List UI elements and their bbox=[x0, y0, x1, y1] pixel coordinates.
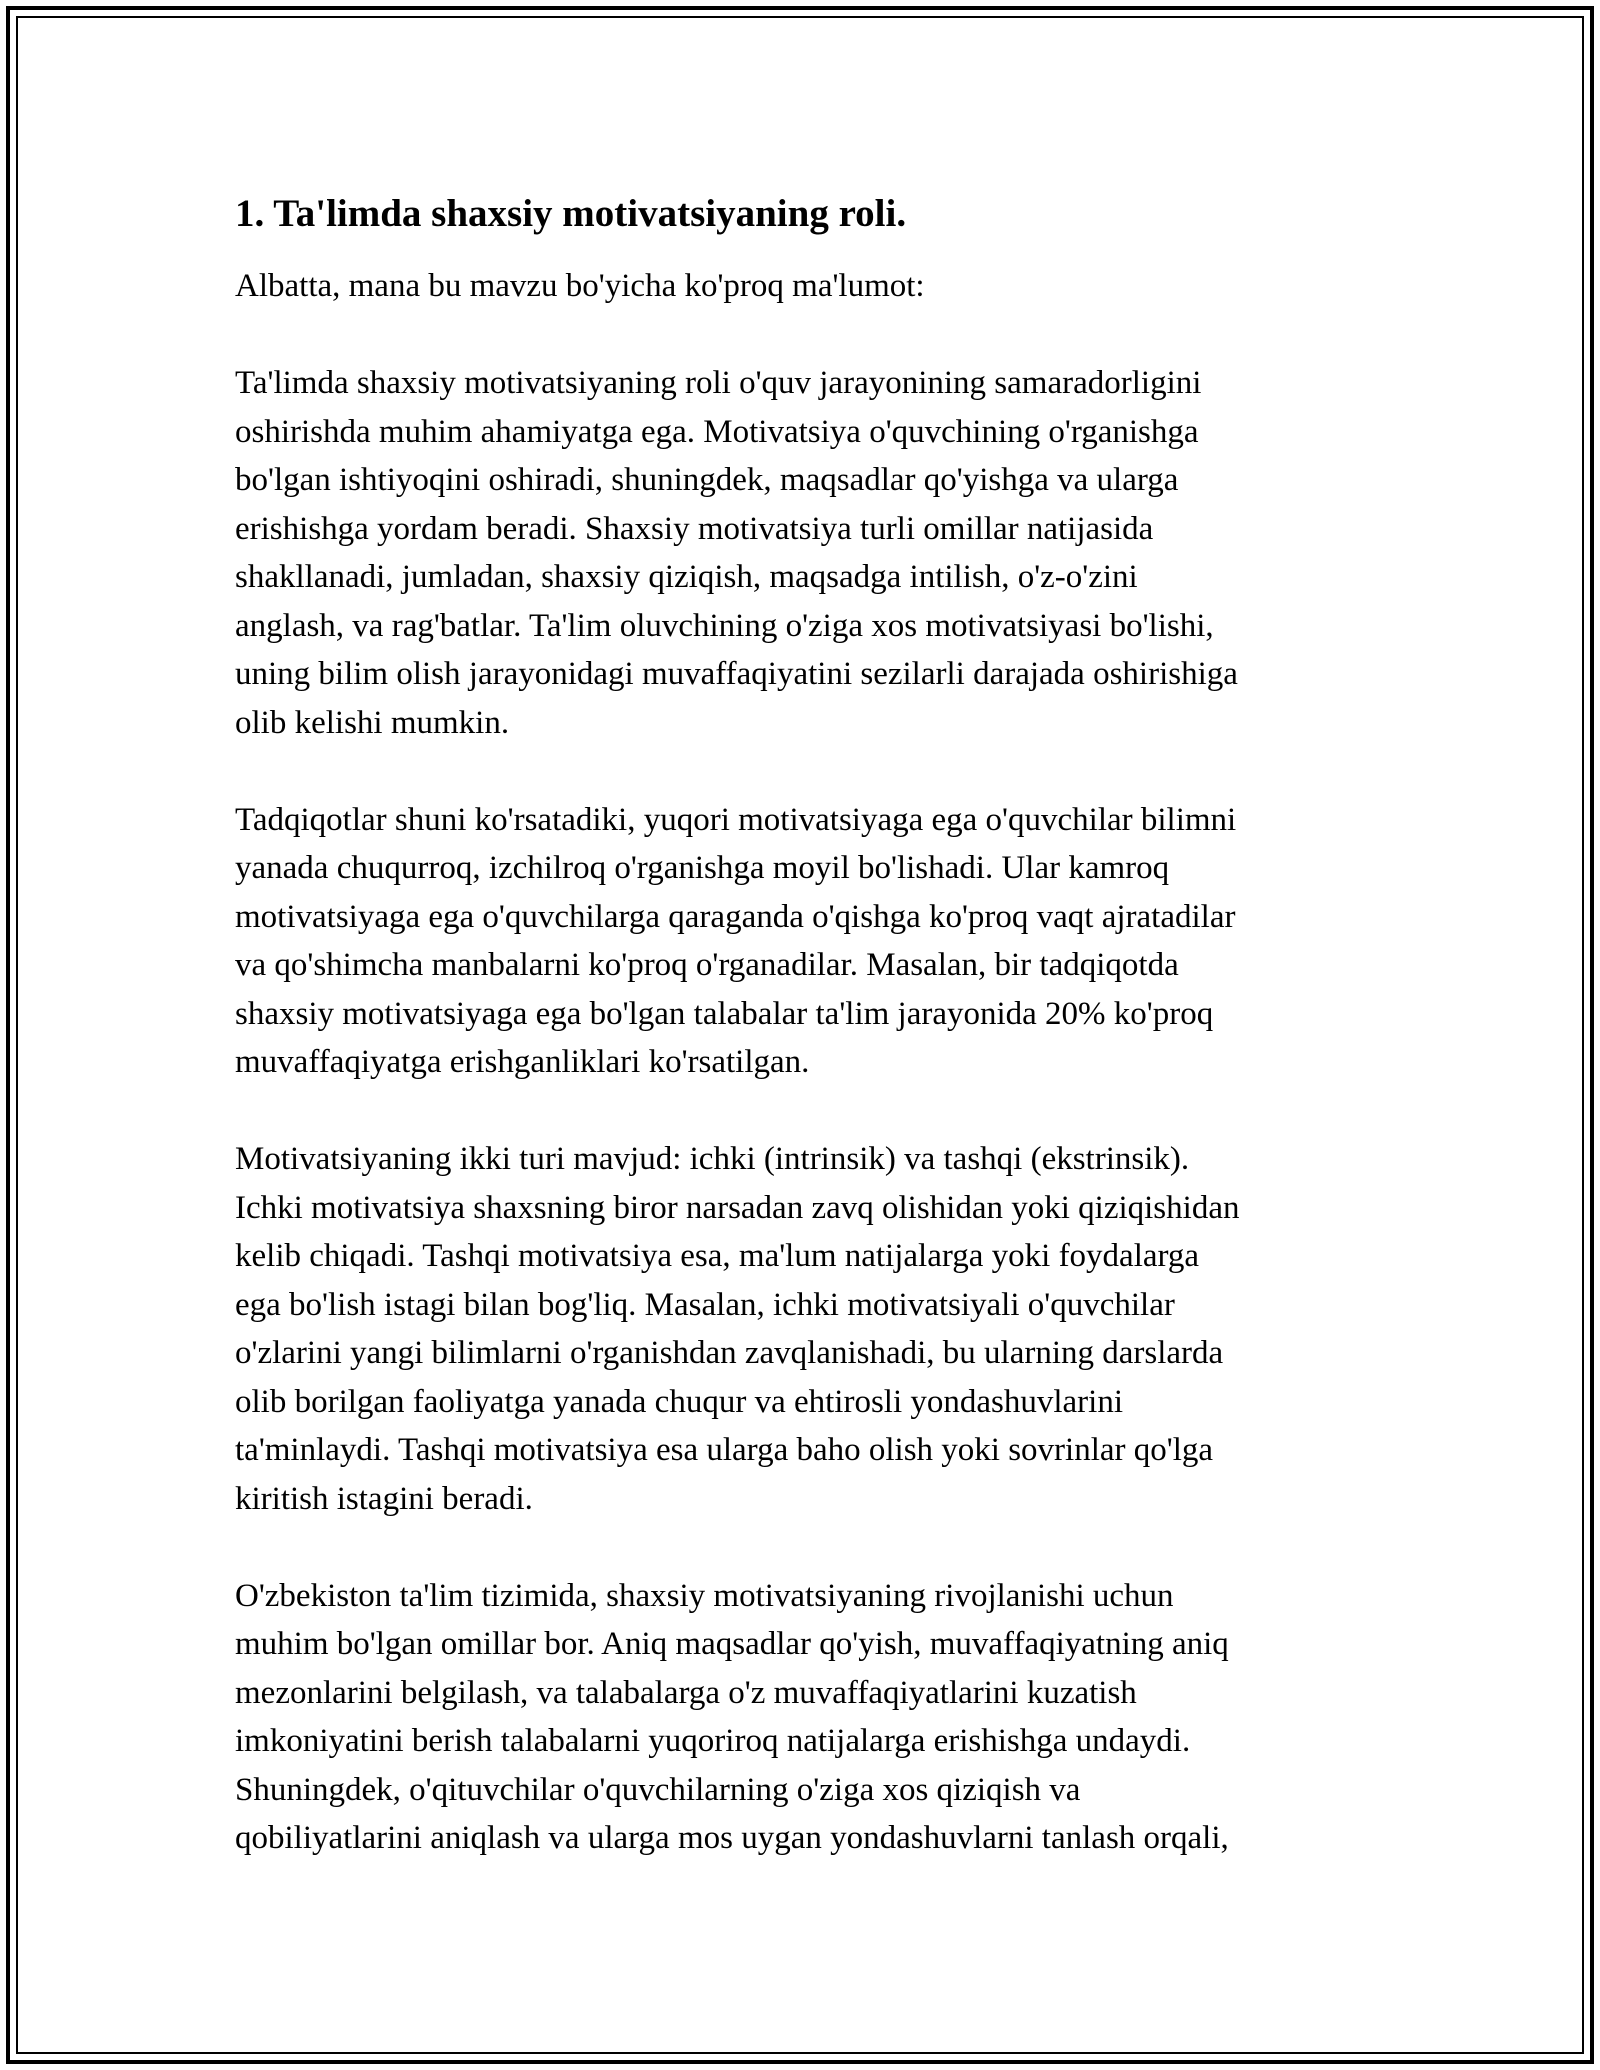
text-line: Ichki motivatsiya shaxsning biror narsadan zavq olishidan yoki qiziqishidan bbox=[235, 1189, 1240, 1226]
text-line: uning bilim olish jarayonidagi muvaffaqiyatini sezilarli darajada oshirishiga bbox=[235, 656, 1238, 692]
text-line: oshirishda muhim ahamiyatga ega. Motivatsiya o'quvchining o'rganishga bbox=[235, 413, 1199, 450]
paragraph-role bbox=[235, 359, 1395, 747]
text-line: anglash, va rag'batlar. Ta'lim oluvchining o'ziga xos motivatsiyasi bo'lishi, bbox=[235, 607, 1214, 644]
text-line: olib borilgan faoliyatga yanada chuqur va ehtirosli yondashuvlarini bbox=[235, 1383, 1124, 1420]
text-line: shakllanadi, jumladan, shaxsiy qiziqish, maqsadga intilish, o'z-o'zini bbox=[235, 559, 1138, 595]
text-line: Shuningdek, o'qituvchilar o'quvchilarning o'ziga xos qiziqish va bbox=[235, 1771, 1081, 1808]
text-line: olib kelishi mumkin. bbox=[235, 704, 510, 741]
paragraph-motivation-types bbox=[235, 1135, 1395, 1523]
text-line: ta'minlaydi. Tashqi motivatsiya esa ularga baho olish yoki sovrinlar qo'lga bbox=[235, 1432, 1214, 1468]
text-line: bo'lgan ishtiyoqini oshiradi, shuningdek, maqsadlar qo'yishga va ularga bbox=[235, 462, 1179, 498]
text-line: yanada chuqurroq, izchilroq o'rganishga moyil bo'lishadi. Ular kamroq bbox=[235, 850, 1170, 886]
text-line: muvaffaqiyatga erishganliklari ko'rsatilgan. bbox=[235, 1044, 810, 1080]
paragraph-research bbox=[235, 796, 1395, 1087]
text-line: Ta'limda shaxsiy motivatsiyaning roli o'quv jarayonining samaradorligini bbox=[235, 365, 1202, 401]
text-line: shaxsiy motivatsiyaga ega bo'lgan talabalar ta'lim jarayonida 20% ko'proq bbox=[235, 995, 1214, 1032]
text-line: Albatta, mana bu mavzu bo'yicha ko'proq ma'lumot: bbox=[235, 268, 925, 304]
text-line: mezonlarini belgilash, va talabalarga o'z muvaffaqiyatlarini kuzatish bbox=[235, 1674, 1137, 1711]
paragraph-uzbekistan bbox=[235, 1572, 1395, 1863]
text-line: ega bo'lish istagi bilan bog'liq. Masalan, ichki motivatsiyali o'quvchilar bbox=[235, 1286, 1175, 1323]
paragraph-intro bbox=[235, 262, 1395, 311]
text-line: O'zbekiston ta'lim tizimida, shaxsiy motivatsiyaning rivojlanishi uchun bbox=[235, 1577, 1174, 1614]
text-line: qobiliyatlarini aniqlash va ularga mos uygan yondashuvlarni tanlash orqali, bbox=[235, 1820, 1229, 1856]
text-line: muhim bo'lgan omillar bor. Aniq maqsadlar qo'yish, muvaffaqiyatning aniq bbox=[235, 1626, 1229, 1662]
document-body bbox=[235, 186, 1395, 1911]
text-line: Motivatsiyaning ikki turi mavjud: ichki (intrinsik) va tashqi (ekstrinsik). bbox=[235, 1141, 1190, 1177]
section-heading: 1. Ta'limda shaxsiy motivatsiyaning roli. bbox=[235, 192, 907, 235]
text-line: imkoniyatini berish talabalarni yuqoriroq natijalarga erishishga undaydi. bbox=[235, 1723, 1191, 1759]
text-line: erishishga yordam beradi. Shaxsiy motivatsiya turli omillar natijasida bbox=[235, 510, 1154, 547]
text-line: o'zlarini yangi bilimlarni o'rganishdan zavqlanishadi, bu ularning darslarda bbox=[235, 1335, 1224, 1371]
text-line: Tadqiqotlar shuni ko'rsatadiki, yuqori motivatsiyaga ega o'quvchilar bilimni bbox=[235, 801, 1237, 838]
text-line: kelib chiqadi. Tashqi motivatsiya esa, ma'lum natijalarga yoki foydalarga bbox=[235, 1238, 1200, 1274]
text-line: kiritish istagini beradi. bbox=[235, 1480, 533, 1517]
text-line: va qo'shimcha manbalarni ko'proq o'rganadilar. Masalan, bir tadqiqotda bbox=[235, 947, 1179, 983]
text-line: motivatsiyaga ega o'quvchilarga qaraganda o'qishga ko'proq vaqt ajratadilar bbox=[235, 898, 1236, 935]
